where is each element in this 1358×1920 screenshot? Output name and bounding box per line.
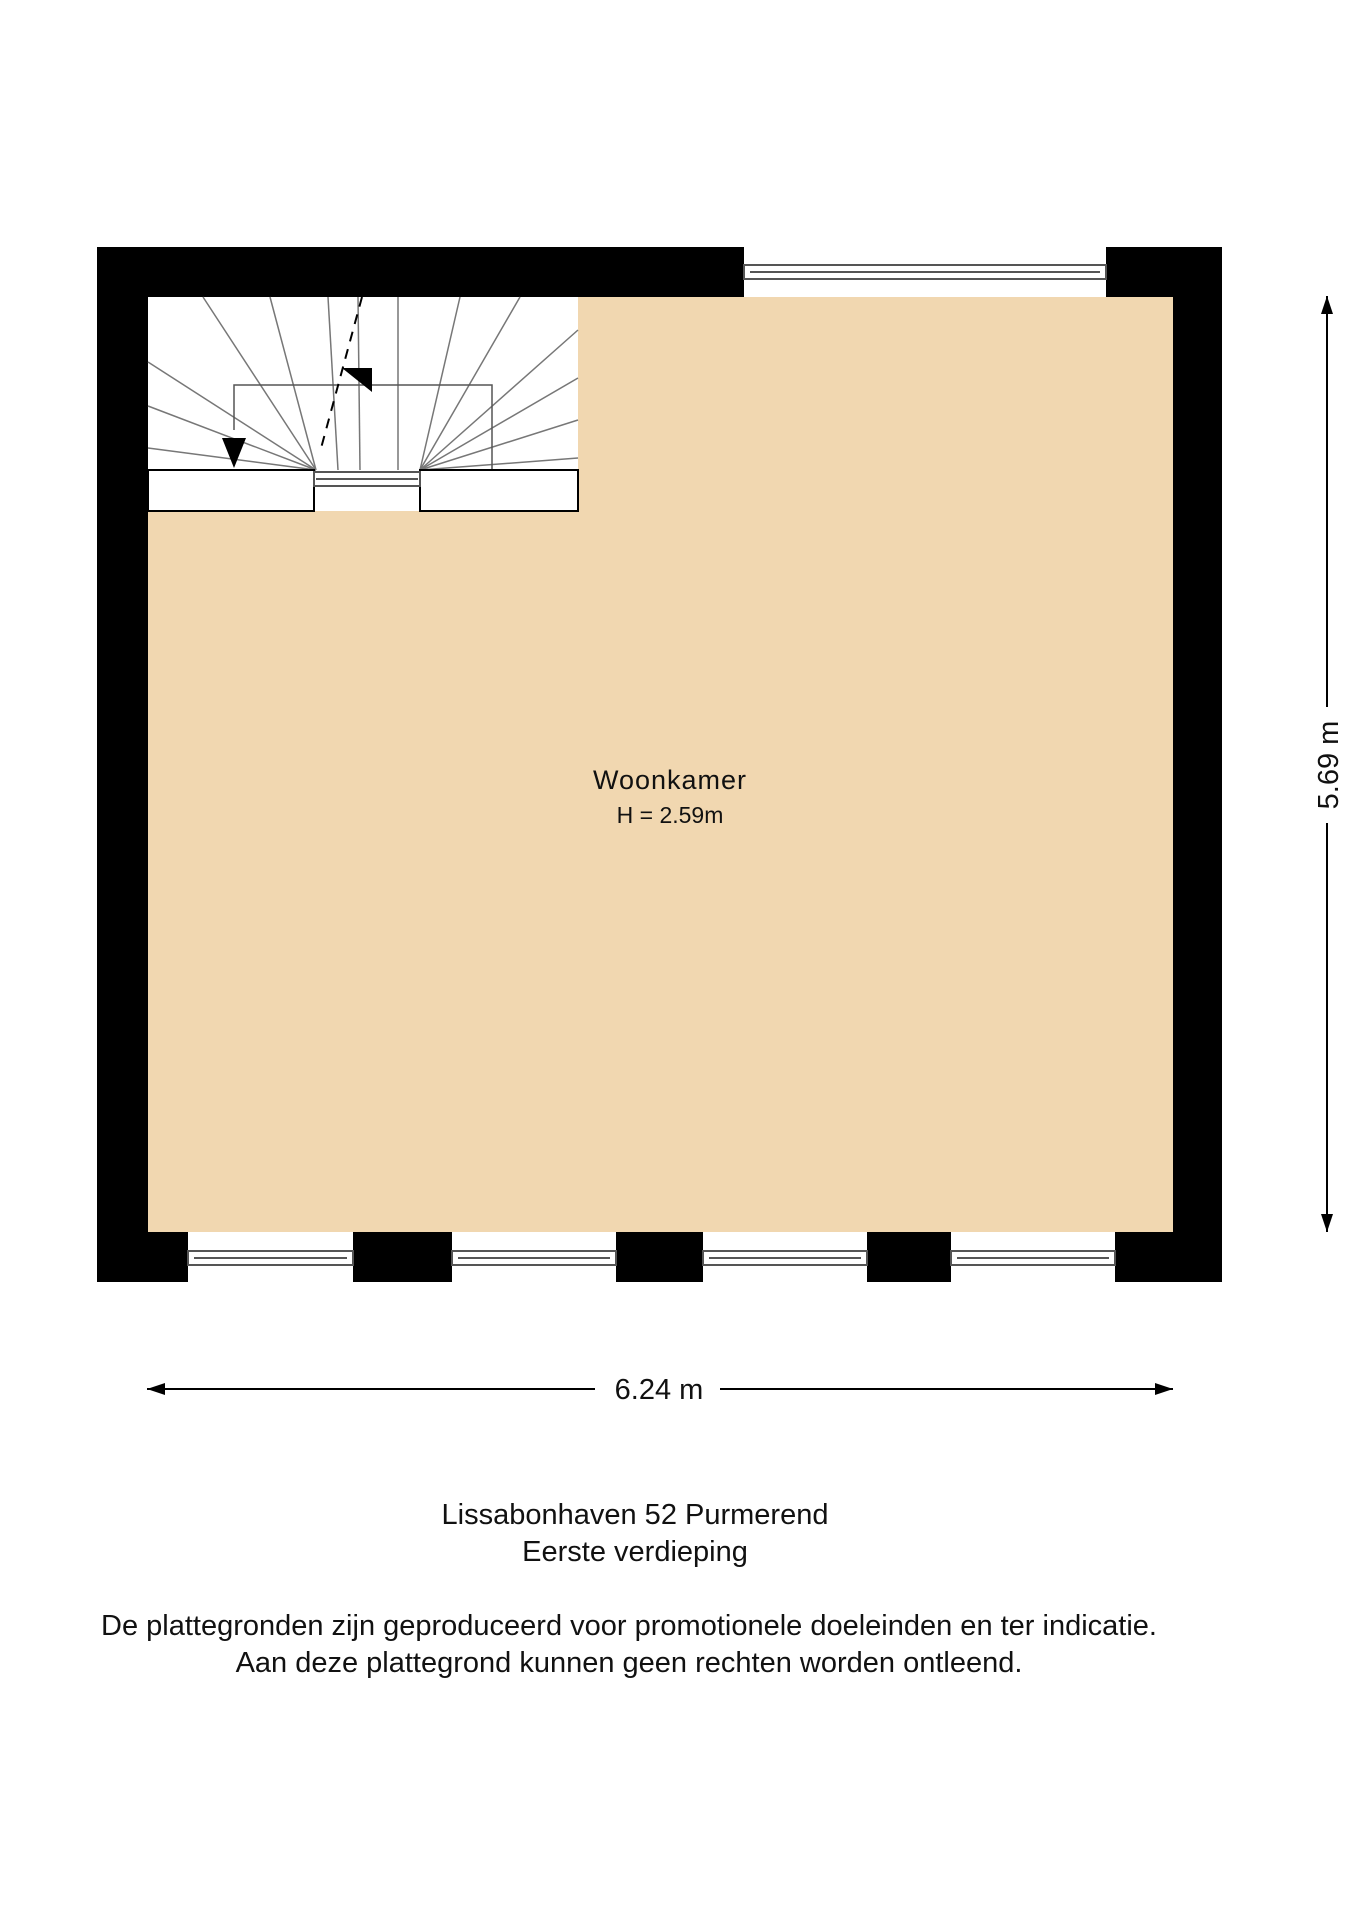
pillar-bottom-2 (353, 1232, 452, 1282)
pillar-bottom-5 (1115, 1232, 1222, 1282)
pillar-bottom-3 (616, 1232, 703, 1282)
width-dimension-label: 6.24 m (614, 1374, 704, 1406)
pillar-bottom-1 (97, 1232, 188, 1282)
stair-landing-left (148, 470, 314, 511)
window-bottom-1 (188, 1251, 353, 1265)
window-top (744, 265, 1106, 279)
wall-top-right (1106, 247, 1222, 297)
room-name: Woonkamer (592, 765, 748, 795)
wall-right (1173, 247, 1222, 1282)
stair-railing (314, 472, 420, 486)
window-bottom-2 (452, 1251, 616, 1265)
window-bottom-4 (951, 1251, 1115, 1265)
stair-landing-right (420, 470, 578, 511)
staircase (148, 297, 578, 511)
address-line: Lissabonhaven 52 Purmerend (441, 1499, 829, 1531)
disclaimer-line-1: De plattegronden zijn geproduceerd voor promotionele doeleinden en ter indicatie. (101, 1610, 1157, 1642)
depth-dimension-label: 5.69 m (1313, 720, 1345, 810)
wall-left (97, 247, 148, 1282)
room-height: H = 2.59m (616, 802, 724, 828)
pillar-bottom-4 (867, 1232, 951, 1282)
floor-line: Eerste verdieping (522, 1536, 748, 1568)
window-bottom-3 (703, 1251, 867, 1265)
disclaimer-line-2: Aan deze plattegrond kunnen geen rechten worden ontleend. (235, 1647, 1023, 1679)
wall-top-left (97, 247, 744, 297)
